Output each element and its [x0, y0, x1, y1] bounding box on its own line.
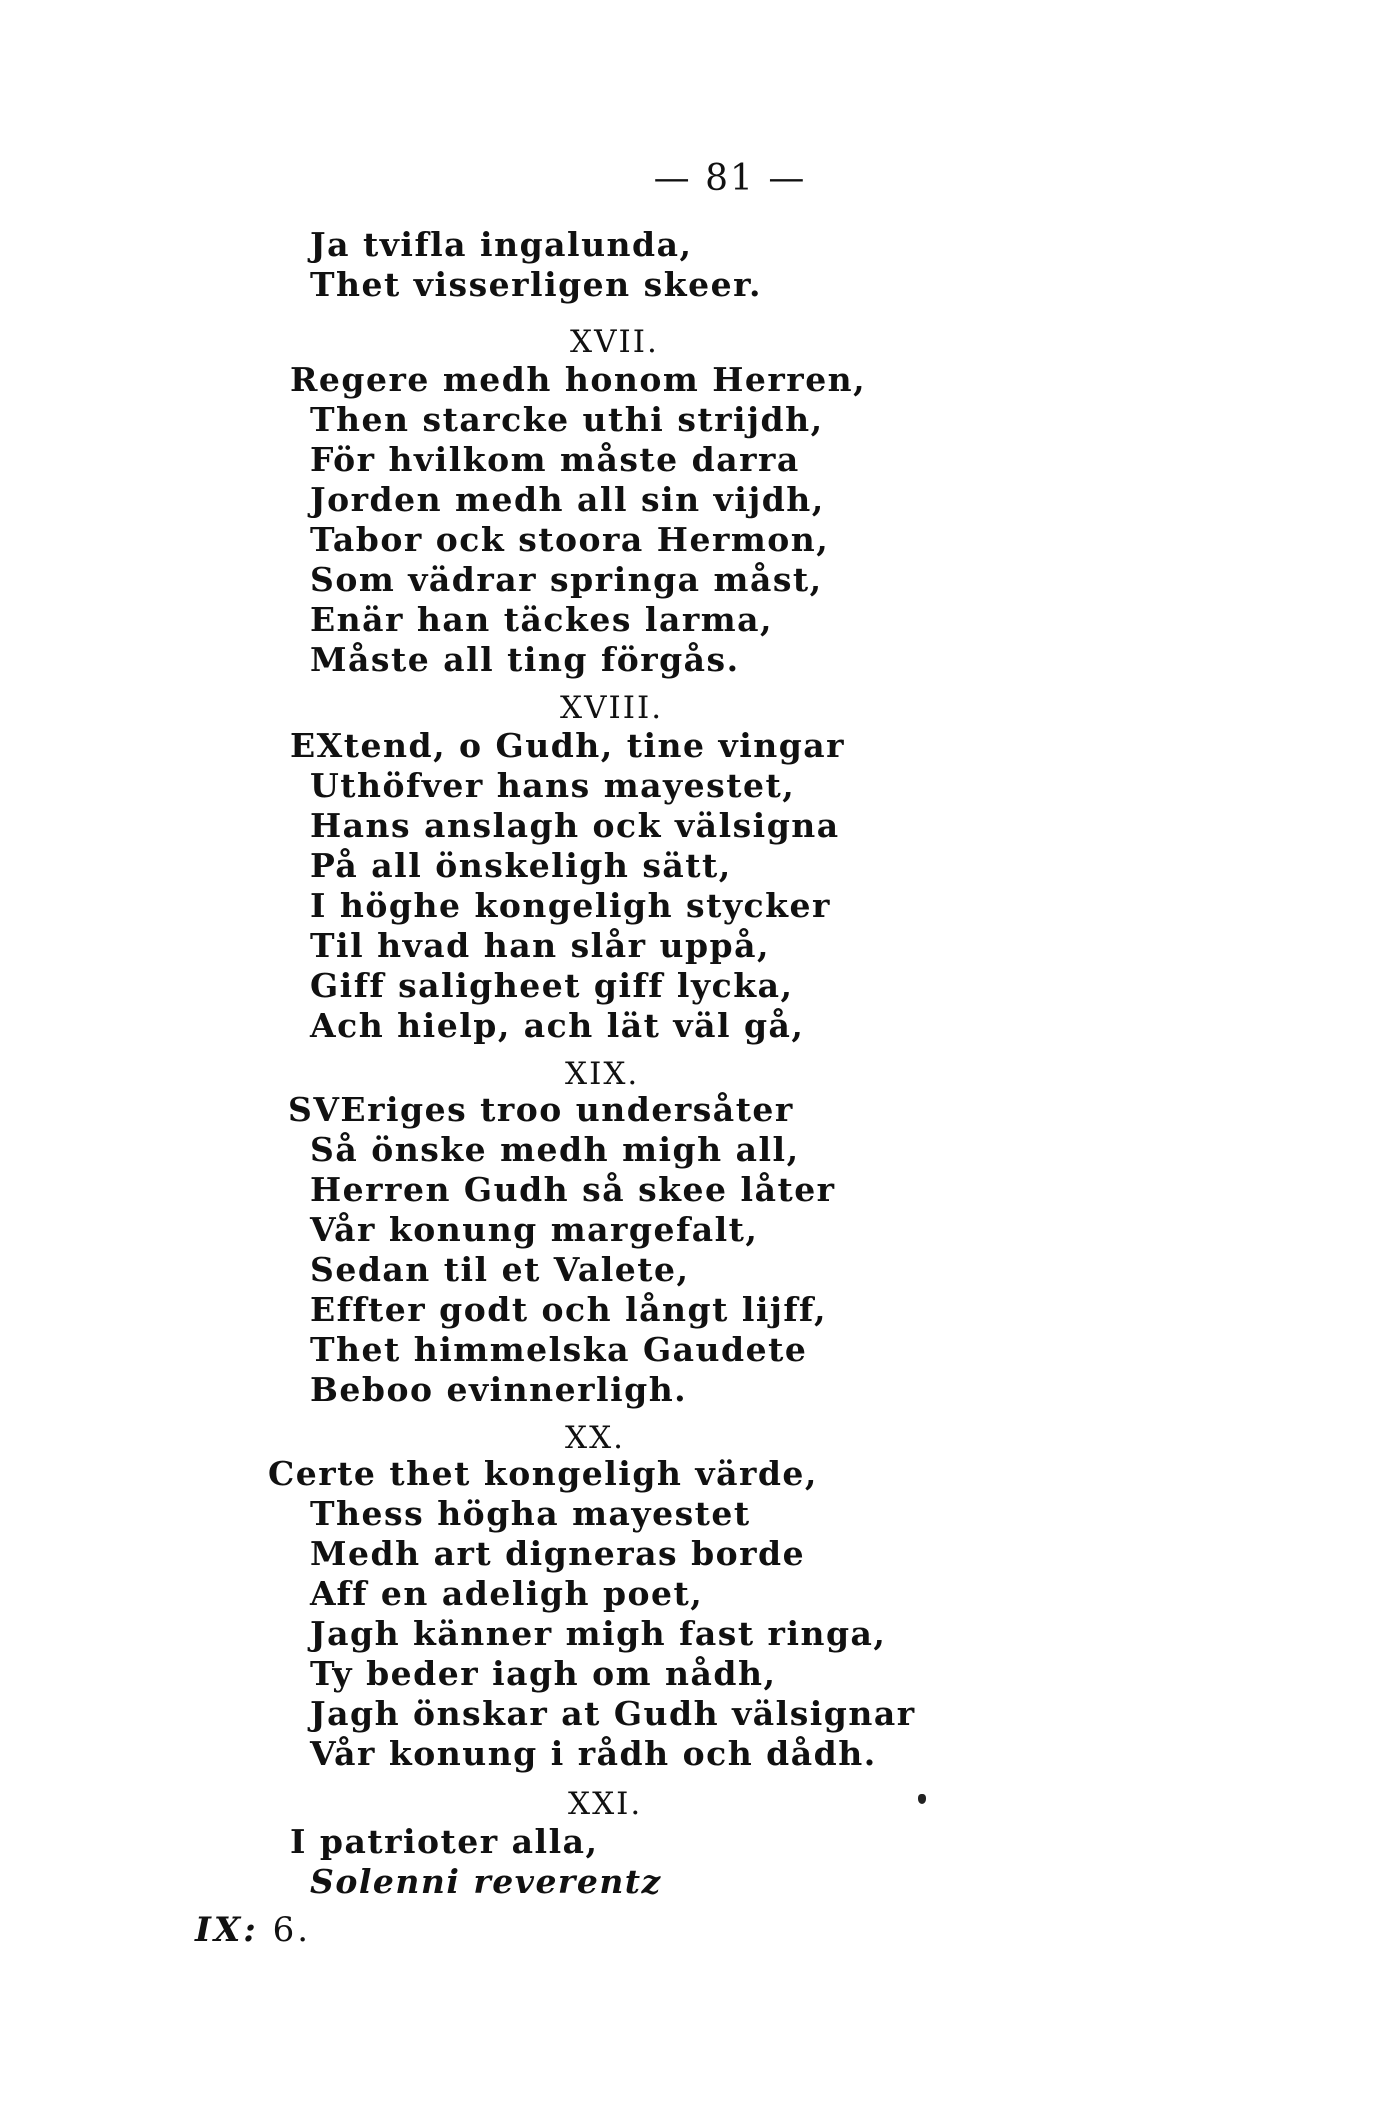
stanza-numeral: XX.: [565, 1420, 625, 1456]
verse-line: Tabor ock stoora Hermon,: [310, 520, 830, 559]
verse-line: Beboo evinnerligh.: [310, 1370, 688, 1409]
verse-line: Jagh känner migh fast ringa,: [310, 1614, 887, 1653]
verse-line: Som vädrar springa måst,: [310, 560, 823, 599]
verse-line: Thet visserligen skeer.: [310, 265, 762, 304]
verse-line: Vår konung margefalt,: [310, 1210, 759, 1249]
verse-line: I patrioter alla,: [290, 1822, 599, 1861]
verse-line: Solenni reverentz: [310, 1862, 662, 1901]
verse-line: EXtend, o Gudh, tine vingar: [290, 726, 846, 765]
verse-line: Thess högha mayestet: [310, 1494, 751, 1533]
verse-line: Til hvad han slår uppå,: [310, 926, 770, 965]
verse-line: Ja tvifla ingalunda,: [310, 225, 693, 264]
verse-line: Herren Gudh så skee låter: [310, 1170, 836, 1209]
verse-line: Uthöfver hans mayestet,: [310, 766, 796, 805]
verse-line: Ty beder iagh om nådh,: [310, 1654, 777, 1693]
verse-line: Jorden medh all sin vijdh,: [310, 480, 825, 519]
signature-letters: IX:: [195, 1910, 259, 1950]
verse-line: Enär han täckes larma,: [310, 600, 773, 639]
verse-line: Giff saligheet giff lycka,: [310, 966, 794, 1005]
stanza-numeral: XVII.: [570, 324, 659, 360]
stanza-numeral: XVIII.: [560, 690, 664, 726]
page-number-text: — 81 —: [653, 158, 807, 199]
verse-line: För hvilkom måste darra: [310, 440, 800, 479]
stanza-numeral: XXI.: [568, 1786, 643, 1822]
signature-number: 6.: [272, 1910, 312, 1950]
verse-line: Thet himmelska Gaudete: [310, 1330, 808, 1369]
verse-line: SVEriges troo undersåter: [288, 1090, 794, 1129]
verse-line: Then starcke uthi strijdh,: [310, 400, 824, 439]
verse-line: Hans anslagh ock välsigna: [310, 806, 840, 845]
verse-line: Så önske medh migh all,: [310, 1130, 800, 1169]
verse-line: Vår konung i rådh och dådh.: [310, 1734, 877, 1773]
verse-line: På all önskeligh sätt,: [310, 846, 732, 885]
verse-line: Aff en adeligh poet,: [310, 1574, 704, 1613]
verse-line: Effter godt och långt lijff,: [310, 1290, 828, 1329]
signature-mark: [195, 1910, 311, 1950]
verse-line: I höghe kongeligh stycker: [310, 886, 831, 925]
verse-line: Ach hielp, ach lät väl gå,: [310, 1006, 805, 1045]
verse-line: Jagh önskar at Gudh välsignar: [310, 1694, 916, 1733]
verse-line: Regere medh honom Herren,: [290, 360, 867, 399]
verse-line: Medh art digneras borde: [310, 1534, 806, 1573]
ink-speck: [918, 1794, 926, 1804]
verse-line: Sedan til et Valete,: [310, 1250, 690, 1289]
stanza-numeral: XIX.: [565, 1056, 640, 1092]
verse-line: Certe thet kongeligh värde,: [268, 1454, 818, 1493]
verse-line: Måste all ting förgås.: [310, 640, 740, 679]
page-number: [0, 158, 1400, 199]
